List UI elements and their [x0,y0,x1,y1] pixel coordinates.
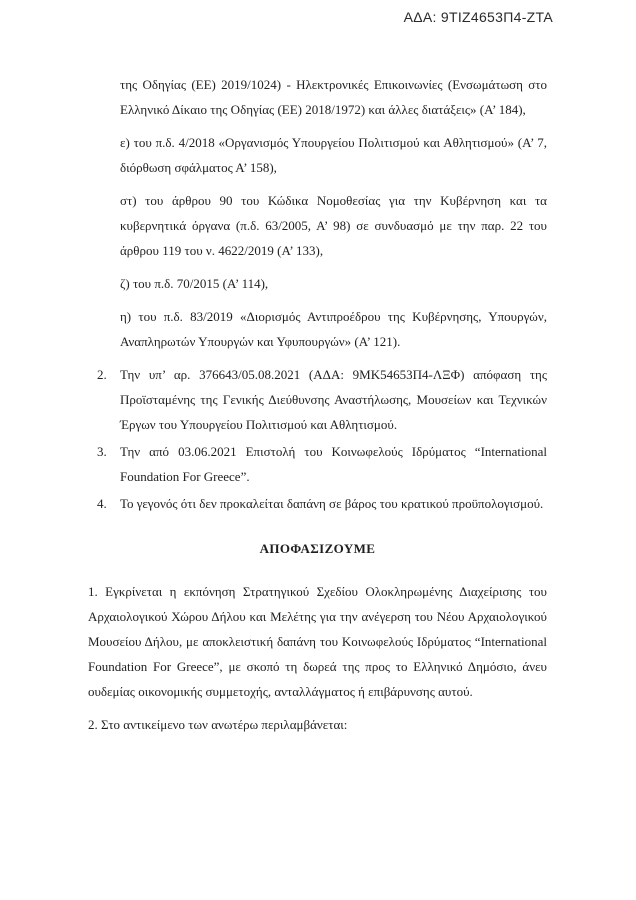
numbered-item-3 [88,439,547,489]
document-body [88,72,547,745]
item-number: 2. [97,367,107,382]
item-text: Το γεγονός ότι δεν προκαλείται δαπάνη σε βάρος του κρατικού προϋπολογισμού. [120,496,544,511]
item-number: 4. [97,496,107,511]
decision-paragraph-2: 2. Στο αντικείμενο των ανωτέρω περιλαμβάνεται: [88,717,348,732]
item-text: Την από 03.06.2021 Επιστολή του Κοινωφελούς Ιδρύματος “International Foundation For Greece”. [120,444,547,484]
numbered-item-4 [88,491,547,516]
decision-heading: ΑΠΟΦΑΣΙΖΟΥΜΕ [259,541,376,556]
legal-reference-item-e: ε) του π.δ. 4/2018 «Οργανισμός Υπουργείου Πολιτισμού και Αθλητισμού» (Α’ 7, διόρθωση σφάλματος Α’ 158), [120,135,547,175]
item-text: Την υπ’ αρ. 376643/05.08.2021 (ΑΔΑ: 9ΜΚ54653Π4-ΛΞΦ) απόφαση της Προϊσταμένης της Γενικής Διεύθυνσης Αναστήλωσης, Μουσείων και Τεχνικών Έργων του Υπουργείου Πολιτισμού και Αθλητισμού. [120,367,547,432]
decision-paragraph-1: 1. Εγκρίνεται η εκπόνηση Στρατηγικού Σχεδίου Ολοκληρωμένης Διαχείρισης του Αρχαιολογικού Χώρου Δήλου και Μελέτης για την ανέγερση του Νέου Αρχαιολογικού Μουσείου Δήλου, με αποκλειστική δαπάνη του Κοινωφελούς Ιδρύματος “International Foundation For Greece”, με σκοπό τη δωρεά της προς το Ελληνικό Δημόσιο, άνευ ουδεμίας οικονομικής συμμετοχής, ανταλλάγματος ή επιβάρυνσης αυτού. [88,584,547,699]
ada-code: ΑΔΑ: 9ΤΙΖ4653Π4-ΖΤΑ [403,9,553,25]
item-number: 3. [97,444,107,459]
legal-reference-continuation: της Οδηγίας (ΕΕ) 2019/1024) - Ηλεκτρονικές Επικοινωνίες (Ενσωμάτωση στο Ελληνικό Δίκαιο της Οδηγίας (ΕΕ) 2018/1972) και άλλες διατάξεις» (Α’ 184), [120,77,547,117]
legal-reference-item-z: ζ) του π.δ. 70/2015 (Α’ 114), [120,276,269,291]
legal-reference-item-st: στ) του άρθρου 90 του Κώδικα Νομοθεσίας για την Κυβέρνηση και τα κυβερνητικά όργανα (π.δ. 63/2005, Α’ 98) σε συνδυασμό με την παρ. 22 του άρθρου 119 του ν. 4622/2019 (Α’ 133), [120,193,547,258]
numbered-item-2 [88,362,547,437]
legal-reference-item-h: η) του π.δ. 83/2019 «Διορισμός Αντιπροέδρου της Κυβέρνησης, Υπουργών, Αναπληρωτών Υπουργών και Υφυπουργών» (Α’ 121). [120,309,547,349]
